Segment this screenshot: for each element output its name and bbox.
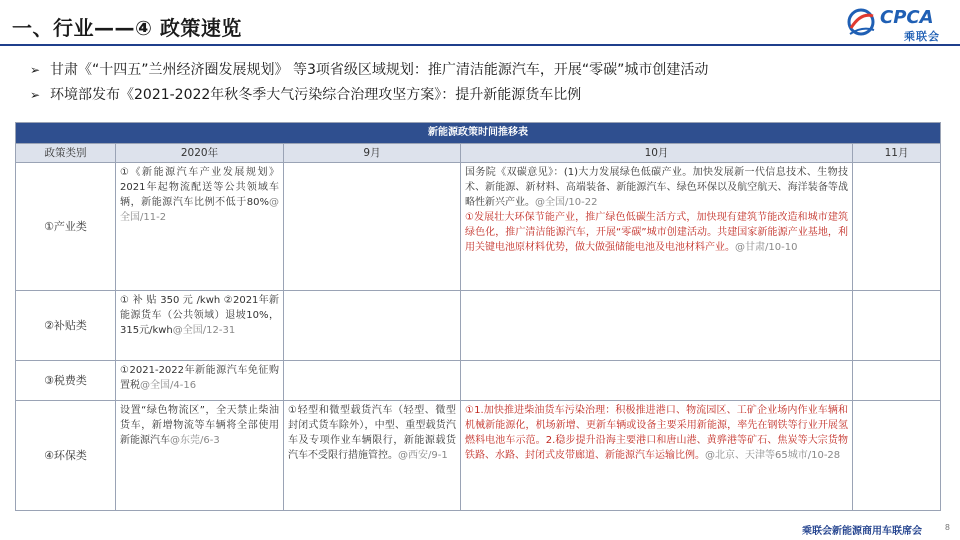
policy-source: @西安/9-1 <box>398 450 448 461</box>
bullet-item <box>30 83 708 108</box>
policy-source: @北京、天津等65城市/10-28 <box>705 450 841 461</box>
cell-nov <box>853 291 941 361</box>
policy-text-highlight: ①发展壮大环保节能产业，推广绿色低碳生活方式，加快现有建筑节能改造和城市建筑绿色化，推广清洁能源汽车，开展“零碳”城市创建活动。共建国家新能源产业基地，利用关键电池原材料优势，做大做强储能电池及电池材料产业。 <box>465 212 848 253</box>
bullet-list <box>30 58 708 108</box>
header-nov: 11月 <box>853 144 941 163</box>
cell-oct <box>461 291 853 361</box>
policy-entry <box>465 165 848 210</box>
policy-text: ①轻型和微型载货汽车（轻型、微型封闭式货车除外），中型、重型载货汽车及专项作业车辆限行，新能源载货汽车不受限行措施管控。 <box>288 405 456 461</box>
table-row <box>16 291 941 361</box>
table-row <box>16 361 941 401</box>
policy-text: 国务院《双碳意见》：(1)大力发展绿色低碳产业。加快发展新一代信息技术、生物技术、新能源、新材料、高端装备、新能源汽车、绿色环保以及航空航天、海洋装备等战略性新兴产业。 <box>465 167 848 208</box>
policy-source: @全国/12-31 <box>172 325 236 336</box>
cell-oct <box>461 401 853 511</box>
category-cell: ②补贴类 <box>16 291 116 361</box>
cell-nov <box>853 401 941 511</box>
cell-nov <box>853 361 941 401</box>
policy-source: @全国/11-2 <box>120 197 279 223</box>
category-cell: ①产业类 <box>16 163 116 291</box>
category-cell: ④环保类 <box>16 401 116 511</box>
cell-2020 <box>116 401 284 511</box>
logo-cn-text: 乘联会 <box>904 30 940 43</box>
cell-2020 <box>116 361 284 401</box>
cell-sep <box>284 291 461 361</box>
header-2020: 2020年 <box>116 144 284 163</box>
table-caption: 新能源政策时间推移表 <box>16 123 941 144</box>
bullet-text: 甘肃《“十四五”兰州经济圈发展规划》 等3项省级区域规划：推广清洁能源汽车，开展“零碳”城市创建活动 <box>50 62 709 78</box>
page-number: 8 <box>944 523 950 532</box>
policy-text: 设置“绿色物流区”，全天禁止柴油货车，新增物流等车辆将全部使用新能源汽车 <box>120 405 279 446</box>
bullet-item <box>30 58 708 83</box>
arrow-bullet-icon: ➢ <box>30 88 41 102</box>
policy-entry <box>465 210 848 255</box>
policy-source: @甘肃/10-10 <box>735 242 798 253</box>
cell-2020 <box>116 163 284 291</box>
bullet-text: 环境部发布《2021-2022年秋冬季大气污染综合治理攻坚方案》：提升新能源货车比例 <box>50 87 582 103</box>
cell-sep <box>284 361 461 401</box>
header-oct: 10月 <box>461 144 853 163</box>
arrow-bullet-icon: ➢ <box>30 63 41 77</box>
policy-source: @全国/4-16 <box>140 380 197 391</box>
cell-nov <box>853 163 941 291</box>
category-cell: ③税费类 <box>16 361 116 401</box>
policy-text: ①2021-2022年新能源汽车免征购置税 <box>120 365 279 391</box>
policy-source: @东莞/6-3 <box>170 435 220 446</box>
cell-sep <box>284 163 461 291</box>
header-category: 政策类别 <box>16 144 116 163</box>
table-row <box>16 163 941 291</box>
cpca-logo <box>846 6 952 42</box>
policy-text: ①《新能源汽车产业发展规划》2021年起物流配送等公共领域车辆，新能源汽车比例不低于80% <box>120 167 279 208</box>
page-title: 一、行业——④ 政策速览 <box>12 16 242 40</box>
cell-oct <box>461 163 853 291</box>
policy-text: ① 补 贴 350 元 /kwh ②2021年新能源货车（公共领域）退坡10%，315元/kwh <box>120 295 279 336</box>
swirl-logo-icon <box>846 6 876 40</box>
policy-source: @全国/10-22 <box>535 197 598 208</box>
policy-timeline-table <box>15 122 941 511</box>
cell-sep <box>284 401 461 511</box>
title-divider <box>0 44 960 46</box>
footer-org: 乘联会新能源商用车联席会 <box>802 526 922 537</box>
header-sep: 9月 <box>284 144 461 163</box>
cell-2020 <box>116 291 284 361</box>
cell-oct <box>461 361 853 401</box>
table-row <box>16 401 941 511</box>
policy-text-highlight: ①1.加快推进柴油货车污染治理：积极推进港口、物流园区、工矿企业场内作业车辆和机械新能源化，机场新增、更新车辆或设备主要采用新能源，率先在钢铁等行业开展氢燃料电池车示范。2.稳步提升沿海主要港口和唐山港、黄骅港等矿石、焦炭等大宗货物铁路、水路、封闭式皮带廊道、新能源汽车运输比例。 <box>465 405 848 461</box>
logo-brand-text: CPCA <box>880 7 934 28</box>
